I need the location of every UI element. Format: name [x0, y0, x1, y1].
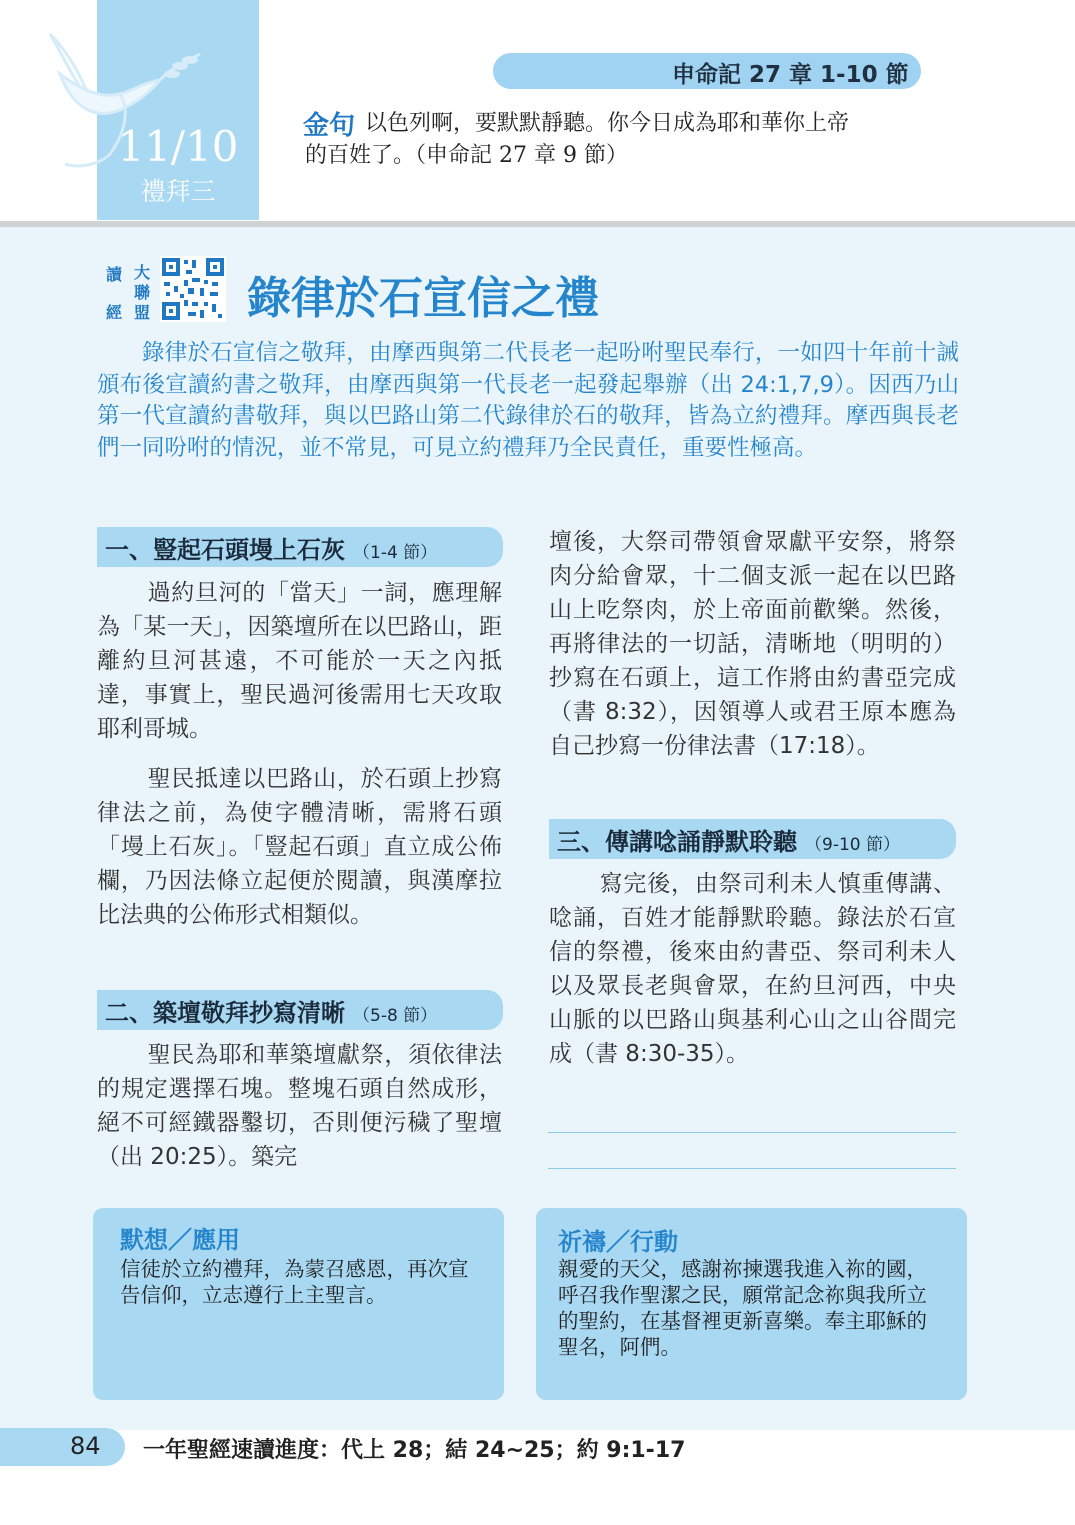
- golden-verse: [305, 108, 965, 172]
- meditation-title: 默想／應用: [120, 1226, 240, 1254]
- section-3-verses: （9-10 節）: [805, 835, 900, 855]
- section-1-heading: [97, 527, 503, 567]
- section-2-title: 二、築壇敬拜抄寫清晰: [105, 999, 345, 1027]
- section-1-body: [97, 576, 502, 932]
- reading-progress-value: 代上 28；結 24~25；約 9:1-17: [341, 1438, 686, 1463]
- page-title: 錄律於石宣信之禮: [247, 273, 599, 324]
- prayer-text: 親愛的天父，感謝祢揀選我進入祢的國，呼召我作聖潔之民，願常記念祢與我所立的聖約，在基督裡更新喜樂。奉主耶穌的聖名，阿們。: [558, 1257, 927, 1359]
- intro-paragraph: 錄律於石宣信之敬拜，由摩西與第二代長老一起吩咐聖民奉行，一如四十年前十誡頒布後宣讀約書之敬拜，由摩西與第一代長老一起發起舉辦（出 24:1,7,9）。因西乃山第一代宣讀約書敬拜，與以巴路山第二代錄律於石的敬拜，皆為立約禮拜。摩西與長老們一同吩咐的情況，並不常見，可見立約禮拜乃全民責任，重要性極高。: [97, 340, 959, 461]
- page-header: [0, 0, 1075, 222]
- badge-char-5: 盟: [134, 303, 151, 322]
- prayer-box: [536, 1208, 967, 1400]
- date-number: 11/10: [117, 122, 239, 171]
- note-line: [548, 1132, 956, 1133]
- weekday: 禮拜三: [140, 177, 216, 206]
- page-number: 84: [70, 1432, 101, 1460]
- section-2-verses: （5-8 節）: [353, 1006, 438, 1026]
- section-1-paragraph: 過約旦河的「當天」一詞，應理解為「某一天」，因築壇所在以巴路山，距離約旦河甚遠，不可能於一天之內抵達，事實上，聖民過河後需用七天攻取耶利哥城。: [97, 580, 502, 742]
- golden-verse-line-1: 以色列啊，要默默靜聽。你今日成為耶和華你上帝: [365, 111, 850, 136]
- qr-code-icon[interactable]: [160, 256, 226, 322]
- section-2-paragraph: 聖民為耶和華築壇獻祭，須依律法的規定選擇石塊。整塊石頭自然成形，絕不可經鐵器鑿切，否則便污穢了聖壇（出 20:25）。築完: [97, 1042, 502, 1170]
- golden-verse-label: 金句: [303, 111, 356, 141]
- prayer-title: 祈禱／行動: [558, 1228, 678, 1256]
- section-3-heading: [549, 819, 956, 859]
- section-2-body-left: [97, 1038, 502, 1174]
- section-2-paragraph-continued: 壇後，大祭司帶領會眾獻平安祭，將祭肉分給會眾，十二個支派一起在以巴路山上吃祭肉，於上帝面前歡樂。然後，再將律法的一切話，清晰地（明明的）抄寫在石頭上，這工作將由約書亞完成（書 8:32），因領導人或君王原本應為自己抄寫一份律法書（17:18）。: [549, 529, 956, 759]
- section-3-title: 三、傳講唸誦靜默聆聽: [557, 828, 797, 856]
- section-2-body-right: [549, 525, 956, 763]
- section-1-paragraph: 聖民抵達以巴路山，於石頭上抄寫律法之前，為使字體清晰，需將石頭「墁上石灰」。「豎起石頭」直立成公佈欄，乃因法條立起便於閱讀，與漢摩拉比法典的公佈形式相類似。: [97, 766, 502, 928]
- golden-verse-line-2: 的百姓了。（申命記 27 章 9 節）: [305, 143, 628, 168]
- reading-progress: [143, 1433, 685, 1464]
- reading-alliance-badge: [104, 260, 156, 324]
- scripture-ref: 申命記 27 章 1-10 節: [672, 62, 909, 88]
- section-1-title: 一、豎起石頭墁上石灰: [105, 536, 345, 564]
- note-line: [548, 1168, 956, 1169]
- meditation-box: [93, 1208, 504, 1400]
- meditation-text: 信徒於立約禮拜，為蒙召感恩，再次宣告信仰，立志遵行上主聖言。: [120, 1257, 469, 1307]
- section-2-heading: [97, 990, 503, 1030]
- badge-char-1: 讀: [106, 265, 123, 284]
- reading-progress-label: 一年聖經速讀進度：: [143, 1438, 342, 1463]
- section-3-body: [549, 867, 956, 1071]
- section-3-paragraph: 寫完後，由祭司利未人慎重傳講、唸誦，百姓才能靜默聆聽。錄法於石宣信的祭禮，後來由約書亞、祭司利未人以及眾長老與會眾，在約旦河西，中央山脈的以巴路山與基利心山之山谷間完成（書 8:30-35）。: [549, 871, 956, 1067]
- badge-char-3: 聯: [134, 283, 151, 302]
- page-number-tab: [0, 1428, 125, 1466]
- badge-char-4: 經: [106, 303, 123, 322]
- badge-char-2: 大: [134, 263, 151, 282]
- section-1-verses: （1-4 節）: [353, 543, 438, 563]
